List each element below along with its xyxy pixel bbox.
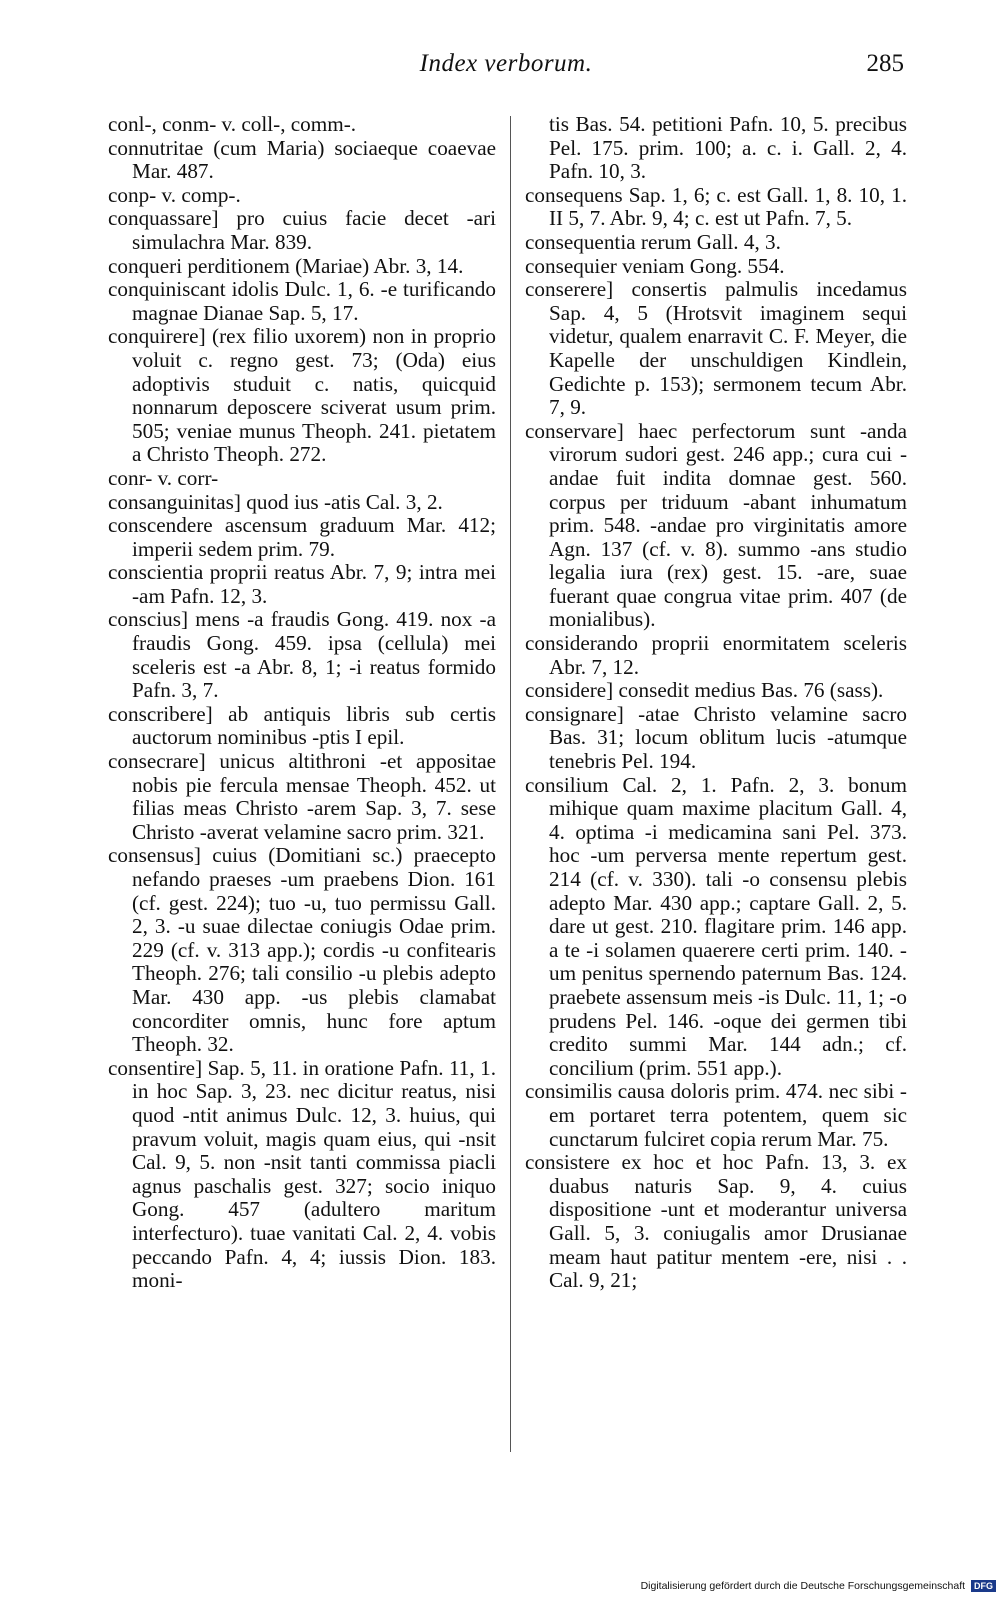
- index-entry: consensus] cuius (Domitiani sc.) praecepto nefando praeses -um praebens Dion. 161 (cf. gest. 224); tuo -u, tuo permissu Gall. 2, 3. -u suae dilectae coniugis Odae prim. 229 (cf. v. 313 app.); cordis -u confitearis Theoph. 276; tali consilio -u plebis adepto Mar. 430 app. -us plebis clamabat concorditer omnis, hunc fore aptum Theoph. 32.: [108, 843, 496, 1057]
- dfg-logo: DFG: [971, 1580, 996, 1592]
- index-entry: consequier veniam Gong. 554.: [525, 253, 785, 278]
- index-entry: conr- v. corr-: [108, 465, 219, 490]
- index-entry: considerando proprii enormitatem sceleris Abr. 7, 12.: [525, 631, 907, 679]
- index-entry: conservare] haec perfectorum sunt -anda virorum sudori gest. 246 app.; cura cui -andae fuit indita domnae gest. 560. corpus per triduum -abant inhumatum prim. 548. -andae pro virginitatis amore Agn. 137 (cf. v. 8). summo -ans studio legalia iura (rex) gest. 15. -are, suae fuerant quae congrua vitae prim. 407 (de monialibus).: [525, 418, 907, 632]
- right-column: [525, 113, 907, 1463]
- index-entry: consequentia rerum Gall. 4, 3.: [525, 229, 781, 254]
- index-entry: considere] consedit medius Bas. 76 (sass).: [525, 678, 884, 703]
- index-entry: conp- v. comp-.: [108, 182, 241, 207]
- page-header: [108, 50, 904, 86]
- digitization-credit: [641, 1580, 996, 1592]
- index-entry: conscientia proprii reatus Abr. 7, 9; intra mei -am Pafn. 12, 3.: [108, 560, 496, 608]
- index-entry: consanguinitas] quod ius -atis Cal. 3, 2.: [108, 489, 443, 514]
- index-entry: consimilis causa doloris prim. 474. nec sibi -em portaret terra potentem, quem sic cunctarum fulciret copia rerum Mar. 75.: [525, 1079, 907, 1151]
- index-entry: conquassare] pro cuius facie decet -ari simulachra Mar. 839.: [108, 206, 496, 254]
- credit-text: Digitalisierung gefördert durch die Deutsche Forschungsgemeinschaft: [640, 1579, 966, 1592]
- index-entry: consilium Cal. 2, 1. Pafn. 2, 3. bonum mihique quam maxime placitum Gall. 4, 4. optima -i medicamina sani Pel. 373. hoc -um perversa mente repertum gest. 214 (cf. v. 330). tali -o consensu plebis adepto Mar. 430 app.; captare Gall. 2, 5. dare ut gest. 210. flagitare prim. 146 app. a te -i solamen quaerere certi prim. 140. -um penitus spernendo paternum Bas. 124. praebete assensum meis -is Dulc. 11, 1; -o prudens Pel. 146. -oque dei germen tibi credito summi Mar. 144 adn.; cf. concilium (prim. 551 app.).: [525, 772, 907, 1080]
- left-column: [108, 113, 496, 1463]
- index-entry: conscendere ascensum graduum Mar. 412; imperii sedem prim. 79.: [108, 513, 496, 561]
- running-title: Index verborum.: [419, 50, 593, 77]
- index-entry: conl-, conm- v. coll-, comm-.: [108, 113, 357, 136]
- index-entry: conscribere] ab antiquis libris sub certis auctorum nominibus -ptis I epil.: [108, 701, 496, 750]
- page-number: 285: [866, 50, 904, 77]
- index-entry: conserere] consertis palmulis incedamus Sap. 4, 5 (Hrotsvit imaginem sequi videtur, qualem enarravit C. F. Meyer, die Kapelle der unschuldigen Kindlein, Gedichte p. 153); sermonem tecum Abr. 7, 9.: [525, 277, 907, 420]
- index-entry: conscius] mens -a fraudis Gong. 419. nox -a fraudis Gong. 459. ipsa (cellula) mei sceleris est -a Abr. 8, 1; -i reatus formido Pafn. 3, 7.: [108, 607, 496, 703]
- index-entry: connutritae (cum Maria) sociaeque coaevae Mar. 487.: [108, 135, 496, 184]
- index-entry: consequens Sap. 1, 6; c. est Gall. 1, 8. 10, 1. II 5, 7. Abr. 9, 4; c. est ut Pafn. 7, 5.: [525, 182, 907, 231]
- column-divider: [510, 116, 511, 1452]
- index-entry-continuation: tis Bas. 54. petitioni Pafn. 10, 5. precibus Pel. 175. prim. 100; a. c. i. Gall. 2, 4. Pafn. 10, 3.: [549, 113, 907, 184]
- index-entry: conqueri perditionem (Mariae) Abr. 3, 14.: [108, 253, 464, 278]
- index-entry: consecrare] unicus altithroni -et appositae nobis pie fercula mensae Theoph. 452. ut filias meas Christo -arem Sap. 3, 7. sese Christo -averat velamine sacro prim. 321.: [108, 749, 496, 844]
- index-entry: consistere ex hoc et hoc Pafn. 13, 3. ex duabus naturis Sap. 9, 4. cuius dispositione -unt et moderantur universa Gall. 5, 3. coniugalis amor Drusianae meam haut patitur mentem -ere, nisi . . Cal. 9, 21;: [525, 1150, 907, 1293]
- index-entry: consignare] -atae Christo velamine sacro Bas. 31; locum oblitum lucis -atumque tenebris Pel. 194.: [525, 701, 907, 774]
- index-entry: consentire] Sap. 5, 11. in oratione Pafn. 11, 1. in hoc Sap. 3, 23. nec dicitur reatus, nisi quod -ntit animus Dulc. 12, 3. huius, qui pravum voluit, magis quam eius, qui -nsit Cal. 9, 5. non -nsit tanti commissa piacli agnus paschalis gest. 327; socio iniquo Gong. 457 (adultero maritum interfecturo). tuae vanitati Cal. 2, 4. vobis peccando Pafn. 4, 4; iussis Dion. 183. moni-: [108, 1055, 496, 1293]
- index-entry: conquirere] (rex filio uxorem) non in proprio voluit c. regno gest. 73; (Oda) eius adoptivis studuit c. natis, quicquid nonnarum deposcere sciverat usum prim. 505; veniae munus Theoph. 241. pietatem a Christo Theoph. 272.: [108, 324, 496, 467]
- index-entry: conquiniscant idolis Dulc. 1, 6. -e turificando magnae Dianae Sap. 5, 17.: [108, 277, 496, 325]
